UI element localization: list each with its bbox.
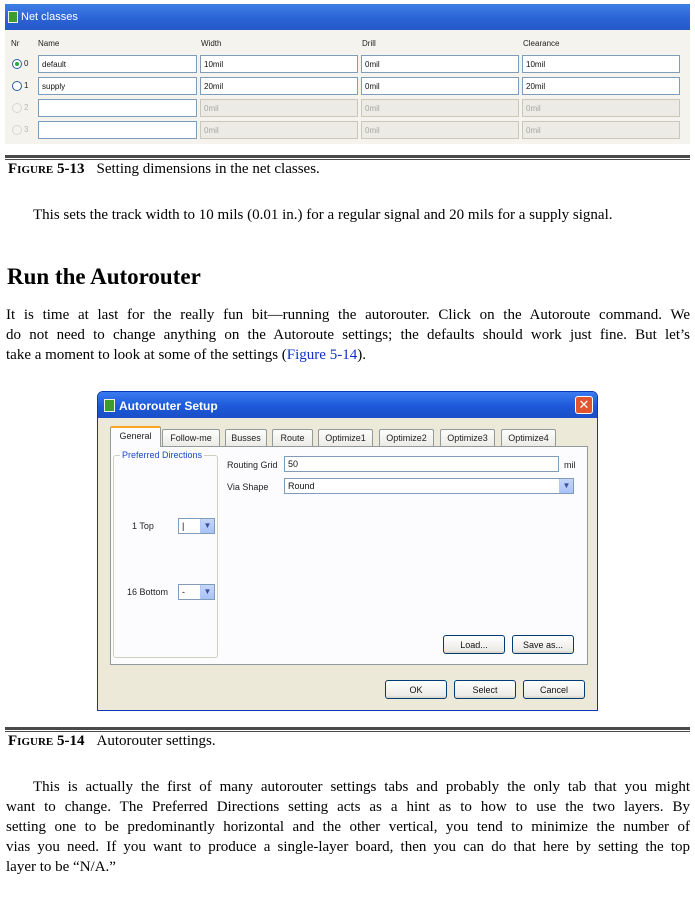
routing-grid-unit: mil [564,460,576,470]
figure-5-14-caption-text: Autorouter settings. [96,733,216,749]
paragraph-autorouter-intro-line-1: It is time at last for the really fun bit—running the autorouter. Click on the Autoroute command. We [6,307,690,323]
save-as-button[interactable]: Save as... [512,635,574,654]
figure-5-14-label: Figure 5-14 [8,733,85,749]
net-class-0-name-field[interactable]: default [38,55,197,73]
paragraph-preferred-directions-line-4: vias you need. If you want to produce a single-layer board, then you can do that here by setting the top [6,839,690,855]
net-class-1-width-field[interactable]: 20mil [200,77,358,95]
figure-5-13-label: Figure 5-13 [8,161,85,177]
tab-optimize2[interactable]: Optimize2 [379,429,434,446]
figure-5-13-caption-text: Setting dimensions in the net classes. [96,161,320,177]
paragraph-preferred-directions-line-5: layer to be “N/A.” [6,859,116,875]
paragraph-autorouter-intro [6,305,690,365]
tab-optimize4[interactable]: Optimize4 [501,429,556,446]
figure-5-14-rule-top [5,727,690,730]
paragraph-preferred-directions-line-2: want to change. The Preferred Directions setting acts as a hint as to how to use the two layers. By [6,799,690,815]
tab-optimize3[interactable]: Optimize3 [440,429,495,446]
autorouter-setup-dialog [97,391,598,711]
column-header-width: Width [201,39,222,48]
line-3-start: take a moment to look at some of the settings ( [6,347,287,363]
via-shape-label: Via Shape [227,482,269,492]
net-class-3-nr: 3 [24,125,29,134]
ok-button[interactable]: OK [385,680,447,699]
tab-general[interactable]: General [110,426,161,447]
tab-route[interactable]: Route [272,429,313,446]
paragraph-track-width-text: This sets the track width to 10 mils (0.01 in.) for a regular signal and 20 mils for a supply signal. [33,207,613,223]
net-class-2-clearance-field[interactable]: 0mil [522,99,680,117]
chevron-down-icon[interactable]: ▼ [559,479,573,493]
net-class-0-radio[interactable] [12,59,22,69]
via-shape-value: Round [288,481,315,491]
load-button[interactable]: Load... [443,635,505,654]
net-class-0-width-field[interactable]: 10mil [200,55,358,73]
paragraph-preferred-directions-line-1: This is actually the first of many autorouter settings tabs and probably the only tab that you might [33,779,690,795]
net-class-2-nr: 2 [24,103,29,112]
layer-top-direction-value: | [182,521,185,531]
column-header-clearance: Clearance [523,39,560,48]
column-header-name: Name [38,39,60,48]
net-classes-window [5,4,690,144]
net-class-2-width-field[interactable]: 0mil [200,99,358,117]
figure-5-14-rule-bottom [5,731,690,732]
close-icon[interactable]: ✕ [575,396,593,414]
column-header-nr: Nr [11,39,20,48]
paragraph-preferred-directions-line-3: setting one to be predominantly horizontal and the other vertical, you tend to minimize the number of [6,819,690,835]
paragraph-autorouter-intro-line-2: do not need to change anything on the Autoroute settings; the defaults should work just fine. But let’s [6,327,690,343]
chevron-down-icon[interactable]: ▼ [200,585,214,599]
net-class-2-name-field[interactable] [38,99,197,117]
chevron-down-icon[interactable]: ▼ [200,519,214,533]
eagle-app-icon [8,11,18,23]
figure-5-13-caption [8,161,320,178]
net-classes-title: Net classes [21,11,78,23]
autorouter-setup-title: Autorouter Setup [119,399,218,413]
layer-top-label: 1 Top [132,521,154,531]
net-class-row-1 [5,77,690,95]
net-class-0-clearance-field[interactable]: 10mil [522,55,680,73]
paragraph-autorouter-intro-line-3 [6,345,690,365]
layer-bottom-label: 16 Bottom [127,587,169,597]
net-class-row-3 [5,121,690,139]
net-class-1-radio[interactable] [12,81,22,91]
cancel-button[interactable]: Cancel [523,680,585,699]
general-tab-panel [110,446,588,665]
via-shape-select[interactable] [284,478,574,494]
paragraph-preferred-directions [6,777,690,877]
net-class-1-drill-field[interactable]: 0mil [361,77,519,95]
select-button[interactable]: Select [454,680,516,699]
net-classes-titlebar [5,4,690,30]
column-header-drill: Drill [362,39,376,48]
eagle-app-icon [104,399,115,412]
section-heading: Run the Autorouter [7,264,201,289]
figure-5-14-caption [8,733,216,750]
net-class-1-clearance-field[interactable]: 20mil [522,77,680,95]
net-class-3-name-field[interactable] [38,121,197,139]
net-class-2-drill-field[interactable]: 0mil [361,99,519,117]
net-class-3-width-field[interactable]: 0mil [200,121,358,139]
autorouter-setup-titlebar [98,392,597,418]
preferred-directions-title: Preferred Directions [122,450,203,460]
tab-optimize1[interactable]: Optimize1 [318,429,373,446]
net-class-1-nr: 1 [24,81,29,90]
figure-5-13-rule-top [5,155,690,158]
layer-bottom-direction-select[interactable] [178,584,215,600]
net-class-1-name-field[interactable]: supply [38,77,197,95]
layer-bottom-direction-value: - [182,587,185,597]
tab-follow-me[interactable]: Follow-me [162,429,220,446]
figure-5-14-link[interactable]: Figure 5-14 [286,347,358,363]
net-class-3-radio[interactable] [12,125,22,135]
net-class-2-radio[interactable] [12,103,22,113]
paragraph-track-width [6,205,690,225]
routing-grid-input[interactable]: 50 [284,456,559,472]
net-class-3-drill-field[interactable]: 0mil [361,121,519,139]
net-class-3-clearance-field[interactable]: 0mil [522,121,680,139]
net-class-0-drill-field[interactable]: 0mil [361,55,519,73]
net-class-0-nr: 0 [24,59,29,68]
figure-5-13-rule-bottom [5,159,690,160]
net-class-row-2 [5,99,690,117]
tab-busses[interactable]: Busses [225,429,267,446]
layer-top-direction-select[interactable] [178,518,215,534]
preferred-directions-group [113,450,218,658]
routing-grid-label: Routing Grid [227,460,278,470]
line-3-end: ). [357,347,366,363]
net-class-row-0 [5,55,690,73]
